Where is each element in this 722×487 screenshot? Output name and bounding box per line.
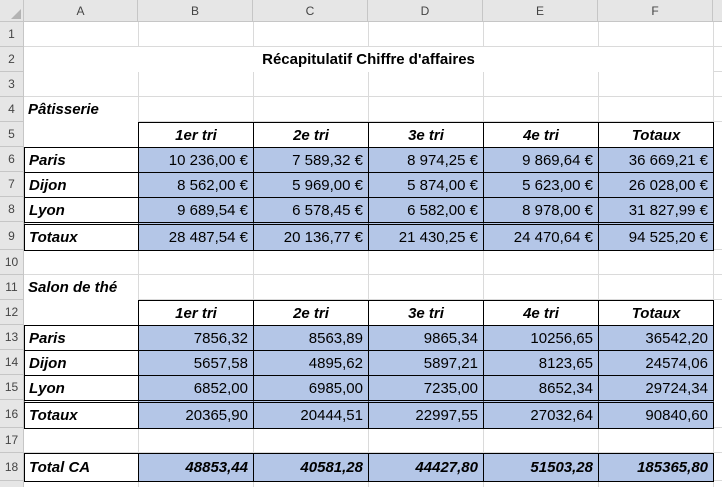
salon-cell[interactable]: 8652,34 [483,375,599,401]
patisserie-row-label[interactable]: Paris [24,147,139,173]
row-header-17[interactable]: 17 [0,428,24,453]
row-header-6[interactable]: 6 [0,147,24,172]
salon-cell[interactable]: 5897,21 [368,350,484,376]
patisserie-total-cell[interactable]: 94 525,20 € [598,222,714,251]
row-header-5[interactable]: 5 [0,122,24,147]
column-header-a[interactable]: A [24,0,138,22]
salon-cell[interactable]: 8563,89 [253,325,369,351]
select-all-triangle-icon [11,9,21,19]
patisserie-header-q1[interactable]: 1er tri [138,122,254,148]
patisserie-header-q3[interactable]: 3e tri [368,122,484,148]
patisserie-header-q4[interactable]: 4e tri [483,122,599,148]
salon-cell[interactable]: 6852,00 [138,375,254,401]
patisserie-row-label[interactable]: Dijon [24,172,139,198]
row-header-2[interactable]: 2 [0,47,24,72]
patisserie-total-cell[interactable]: 28 487,54 € [138,222,254,251]
salon-cell[interactable]: 5657,58 [138,350,254,376]
row-header-11[interactable]: 11 [0,275,24,300]
salon-header-q1[interactable]: 1er tri [138,300,254,326]
salon-cell[interactable]: 4895,62 [253,350,369,376]
total-ca-cell[interactable]: 44427,80 [368,453,484,482]
row-header-18[interactable]: 18 [0,453,24,481]
patisserie-cell[interactable]: 8 974,25 € [368,147,484,173]
salon-cell[interactable]: 8123,65 [483,350,599,376]
salon-header-q2[interactable]: 2e tri [253,300,369,326]
patisserie-cell[interactable]: 26 028,00 € [598,172,714,198]
salon-totals-label[interactable]: Totaux [24,400,139,429]
salon-total-cell[interactable]: 27032,64 [483,400,599,429]
salon-cell[interactable]: 10256,65 [483,325,599,351]
total-ca-cell[interactable]: 48853,44 [138,453,254,482]
patisserie-cell[interactable]: 5 623,00 € [483,172,599,198]
salon-cell[interactable]: 36542,20 [598,325,714,351]
row-header-15[interactable]: 15 [0,375,24,400]
patisserie-row-label[interactable]: Lyon [24,197,139,223]
patisserie-cell[interactable]: 6 578,45 € [253,197,369,223]
salon-header-q4[interactable]: 4e tri [483,300,599,326]
row-header-8[interactable]: 8 [0,197,24,222]
salon-row-label[interactable]: Paris [24,325,139,351]
section-patisserie-title[interactable]: Pâtisserie [24,97,138,122]
patisserie-header-total[interactable]: Totaux [598,122,714,148]
salon-header-total[interactable]: Totaux [598,300,714,326]
row-header-19[interactable] [0,481,24,487]
row-header-10[interactable]: 10 [0,250,24,275]
section-salon-de-the-title[interactable]: Salon de thé [24,275,138,300]
total-ca-cell[interactable]: 40581,28 [253,453,369,482]
row-header-9[interactable]: 9 [0,222,24,250]
select-all-corner[interactable] [0,0,24,22]
row-header-14[interactable]: 14 [0,350,24,375]
salon-cell[interactable]: 24574,06 [598,350,714,376]
patisserie-total-cell[interactable]: 20 136,77 € [253,222,369,251]
column-header-g[interactable] [713,0,722,22]
row-header-1[interactable]: 1 [0,22,24,47]
patisserie-cell[interactable]: 5 969,00 € [253,172,369,198]
patisserie-cell[interactable]: 9 869,64 € [483,147,599,173]
patisserie-total-cell[interactable]: 24 470,64 € [483,222,599,251]
patisserie-cell[interactable]: 10 236,00 € [138,147,254,173]
row-header-3[interactable]: 3 [0,72,24,97]
column-header-d[interactable]: D [368,0,483,22]
column-header-c[interactable]: C [253,0,368,22]
sheet-title[interactable]: Récapitulatif Chiffre d'affaires [24,47,713,72]
salon-total-cell[interactable]: 90840,60 [598,400,714,429]
salon-row-label[interactable]: Lyon [24,375,139,401]
patisserie-cell[interactable]: 5 874,00 € [368,172,484,198]
patisserie-cell[interactable]: 9 689,54 € [138,197,254,223]
row-header-16[interactable]: 16 [0,400,24,428]
row-header-12[interactable]: 12 [0,300,24,325]
patisserie-cell[interactable]: 6 582,00 € [368,197,484,223]
total-ca-label[interactable]: Total CA [24,453,139,482]
total-ca-cell[interactable]: 185365,80 [598,453,714,482]
column-header-b[interactable]: B [138,0,253,22]
row-header-4[interactable]: 4 [0,97,24,122]
patisserie-totals-label[interactable]: Totaux [24,222,139,251]
patisserie-total-cell[interactable]: 21 430,25 € [368,222,484,251]
salon-cell[interactable]: 29724,34 [598,375,714,401]
salon-cell[interactable]: 7856,32 [138,325,254,351]
salon-row-label[interactable]: Dijon [24,350,139,376]
patisserie-cell[interactable]: 8 978,00 € [483,197,599,223]
salon-header-q3[interactable]: 3e tri [368,300,484,326]
salon-total-cell[interactable]: 22997,55 [368,400,484,429]
patisserie-cell[interactable]: 31 827,99 € [598,197,714,223]
salon-cell[interactable]: 7235,00 [368,375,484,401]
salon-cell[interactable]: 9865,34 [368,325,484,351]
column-header-e[interactable]: E [483,0,598,22]
patisserie-cell[interactable]: 36 669,21 € [598,147,714,173]
salon-cell[interactable]: 6985,00 [253,375,369,401]
row-header-13[interactable]: 13 [0,325,24,350]
patisserie-cell[interactable]: 8 562,00 € [138,172,254,198]
patisserie-cell[interactable]: 7 589,32 € [253,147,369,173]
total-ca-cell[interactable]: 51503,28 [483,453,599,482]
row-header-7[interactable]: 7 [0,172,24,197]
salon-total-cell[interactable]: 20444,51 [253,400,369,429]
patisserie-header-q2[interactable]: 2e tri [253,122,369,148]
column-header-f[interactable]: F [598,0,713,22]
salon-total-cell[interactable]: 20365,90 [138,400,254,429]
